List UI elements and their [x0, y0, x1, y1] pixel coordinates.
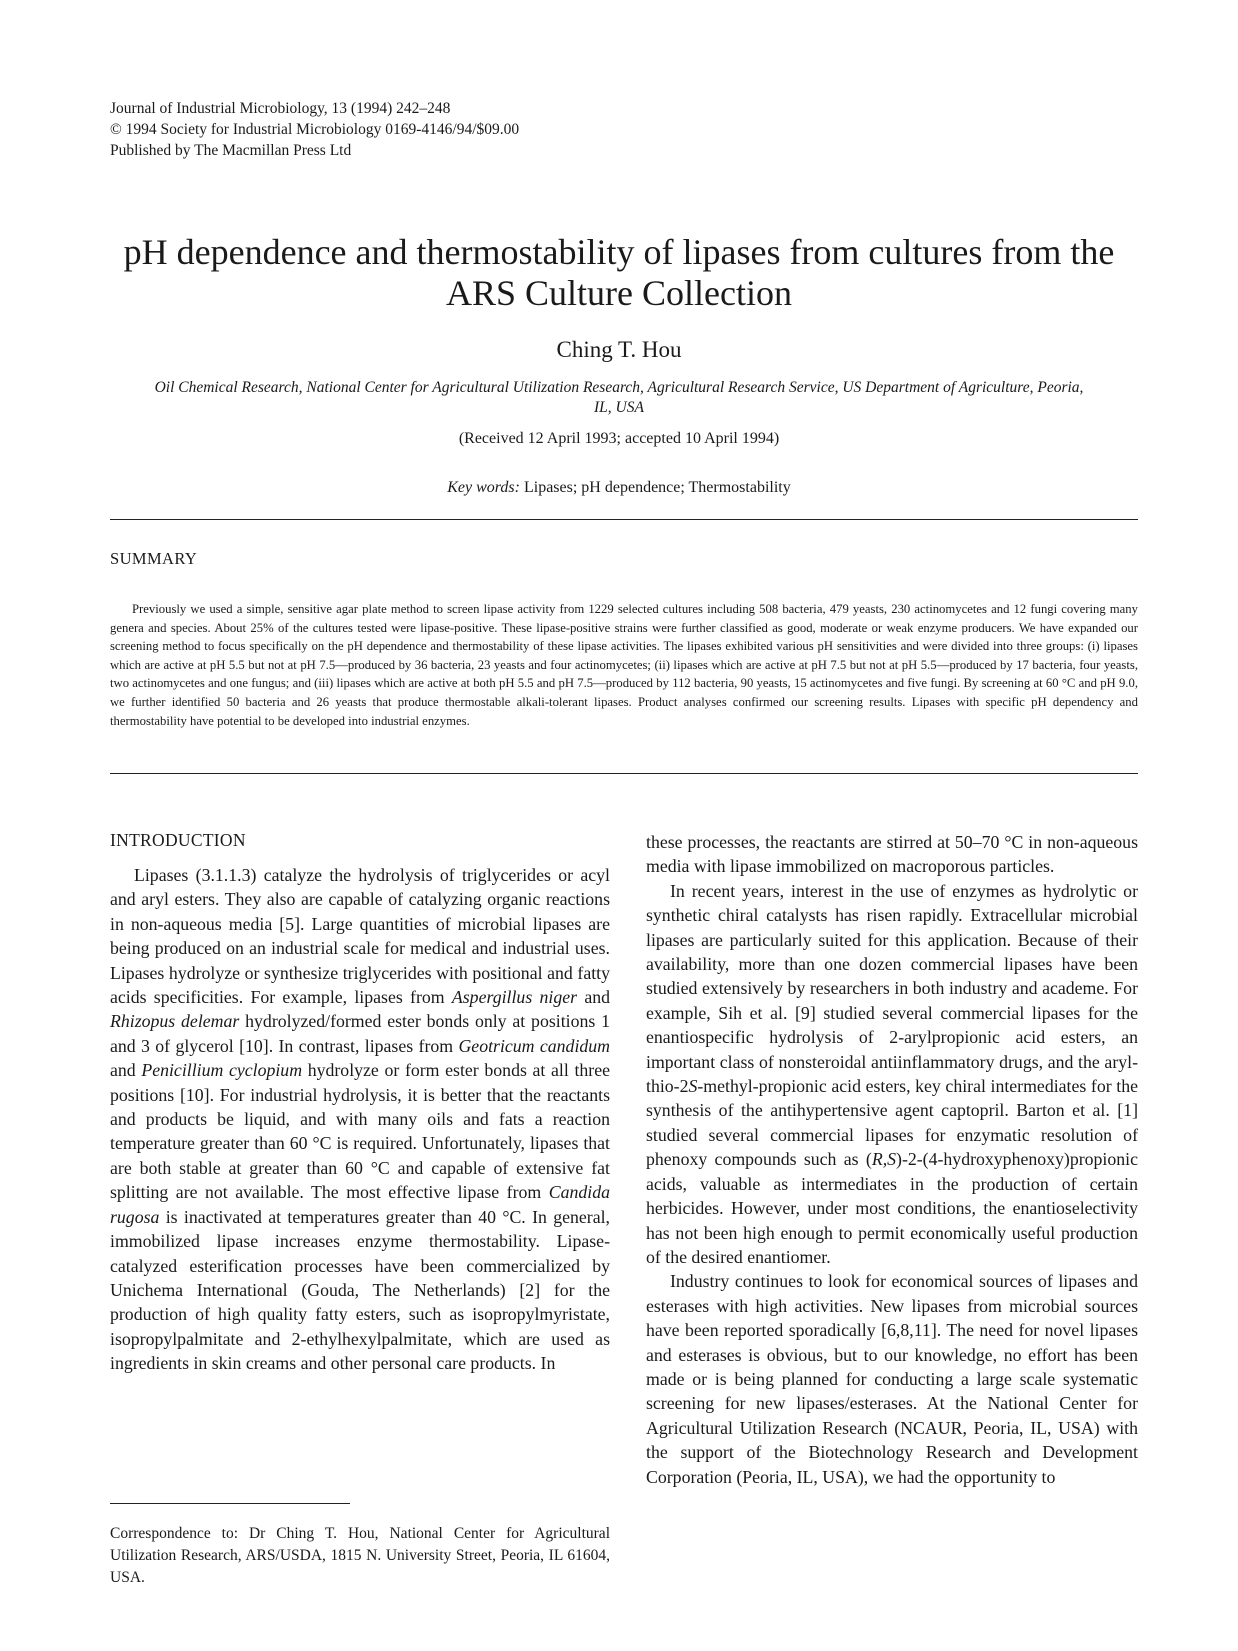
intro-paragraph-2: In recent years, interest in the use of enzymes as hydrolytic or synthetic chiral catalysts has risen rapidly. Extracellular microbial lipases are particularly suited for this application. Because of their availability, more than one dozen commercial lipases have been studied extensively by researchers in both industry and academe. For example, Sih et al. [9] studied several commercial lipases for the enantiospecific hydrolysis of 2-arylpropionic acid esters, an important class of nonsteroidal antiinflammatory drugs, and the aryl-thio-2S-methyl-propionic acid esters, key chiral intermediates for the synthesis of the antihypertensive agent captopril. Barton et al. [1] studied several commercial lipases for enzymatic resolution of phenoxy compounds such as (R,S)-2-(4-hydroxyphenoxy)propionic acids, valuable as intermediates in the production of certain herbicides. However, under most conditions, the enantioselectivity has not been high enough to permit economically useful production of the desired enantiomer. — [646, 880, 1138, 1267]
species-name: Rhizopus delemar — [110, 1011, 240, 1032]
received-dates: (Received 12 April 1993; accepted 10 April 1994) — [458, 430, 780, 447]
introduction-heading: INTRODUCTION — [110, 830, 246, 850]
correspondence-footnote: Correspondence to: Dr Ching T. Hou, National Center for Agricultural Utilization Research, ARS/USDA, 1815 N. University Street, Peoria, IL 61604, USA. — [110, 1525, 610, 1586]
species-name: Geotricum candidum — [458, 1035, 611, 1056]
species-name: Penicillium cyclopium — [141, 1060, 303, 1081]
keywords-line — [100, 479, 1138, 497]
keywords-text: Lipases; pH dependence; Thermostability — [523, 479, 791, 496]
journal-header — [110, 98, 519, 161]
left-column — [110, 863, 610, 1376]
summary-text: Previously we used a simple, sensitive agar plate method to screen lipase activity from 1229 selected cultures including 508 bacteria, 479 yeasts, 230 actinomycetes and 12 fungi covering many genera and species. About 25% of the cultures tested were lipase-positive. These lipase-positive strains were further classified as good, moderate or weak enzyme producers. We have expanded our screening method to focus specifically on the pH dependence and thermostability of these lipase activities. The lipases exhibited various pH sensitivities and were divided into three groups: (i) lipases which are active at pH 5.5 but not at pH 7.5—produced by 36 bacteria, 23 yeasts and four actinomycetes; (ii) lipases which are active at pH 7.5 but not at pH 5.5—produced by 17 bacteria, four yeasts, two actinomycetes and one fungus; and (iii) lipases which are active at both pH 5.5 and pH 7.5—produced by 112 bacteria, 90 yeasts, 15 actinomycetes and five fungi. By screening at 60 °C and pH 9.0, we further identified 50 bacteria and 26 yeasts that produce thermostable alkali-tolerant lipases. Product analyses confirmed our screening results. Lipases with specific pH dependency and thermostability have potential to be developed into industrial enzymes. — [110, 602, 1138, 728]
journal-citation: Journal of Industrial Microbiology, 13 (1994) 242–248 — [110, 100, 451, 117]
right-column — [646, 830, 1138, 1489]
author-name: Ching T. Hou — [556, 337, 682, 362]
publisher-line: Published by The Macmillan Press Ltd — [110, 142, 352, 159]
rule-top — [110, 519, 1138, 520]
copyright-line: © 1994 Society for Industrial Microbiology 0169-4146/94/$09.00 — [110, 121, 520, 138]
species-name: Candida rugosa — [110, 1182, 610, 1227]
species-name: Aspergillus niger — [451, 987, 578, 1008]
keywords-label: Key words: — [447, 479, 520, 496]
footnote-rule — [110, 1503, 350, 1504]
author-affiliation: Oil Chemical Research, National Center for Agricultural Utilization Research, Agricultural Research Service, US Department of Agriculture, Peoria, IL, USA — [154, 379, 1084, 416]
intro-paragraph-3: Industry continues to look for economical sources of lipases and esterases with high activities. New lipases from microbial sources have been reported sporadically [6,8,11]. The need for novel lipases and esterases is obvious, but to our knowledge, no effort has been made or is being planned for conducting a large scale systematic screening for new lipases/esterases. At the National Center for Agricultural Utilization Research (NCAUR, Peoria, IL, USA) with the support of the Biotechnology Research and Development Corporation (Peoria, IL, USA), we had the opportunity to — [646, 1271, 1138, 1487]
intro-paragraph-1: Lipases (3.1.1.3) catalyze the hydrolysis of triglycerides or acyl and aryl esters. They also are capable of catalyzing organic reactions in non-aqueous media [5]. Large quantities of microbial lipases are being produced on an industrial scale for medical and industrial uses. Lipases hydrolyze or synthesize triglycerides with positional and fatty acids specificities. For example, lipases from Aspergillus niger and Rhizopus delemar hydrolyzed/formed ester bonds only at positions 1 and 3 of glycerol [10]. In contrast, lipases from Geotricum candidum and Penicillium cyclopium hydrolyze or form ester bonds at all three positions [10]. For industrial hydrolysis, it is better that the reactants and products be liquid, and with many oils and fats a reaction temperature greater than 60 °C is required. Unfortunately, lipases that are both stable at greater than 60 °C and capable of extensive fat splitting are not available. The most effective lipase from Candida rugosa is inactivated at temperatures greater than 40 °C. In general, immobilized lipase increases enzyme thermostability. Lipase-catalyzed esterification processes have been commercialized by Unichema International (Gouda, The Netherlands) [2] for the production of high quality fatty esters, such as isopropylmyristate, isopropylpalmitate and 2-ethylhexylpalmitate, which are used as ingredients in skin creams and other personal care products. In — [110, 865, 611, 1374]
summary-heading: SUMMARY — [110, 549, 198, 568]
rule-bottom — [110, 773, 1138, 774]
intro-paragraph-continued: these processes, the reactants are stirred at 50–70 °C in non-aqueous media with lipase immobilized on macroporous particles. — [646, 832, 1138, 877]
paper-title: pH dependence and thermostability of lipases from cultures from the ARS Culture Collection — [123, 232, 1115, 313]
